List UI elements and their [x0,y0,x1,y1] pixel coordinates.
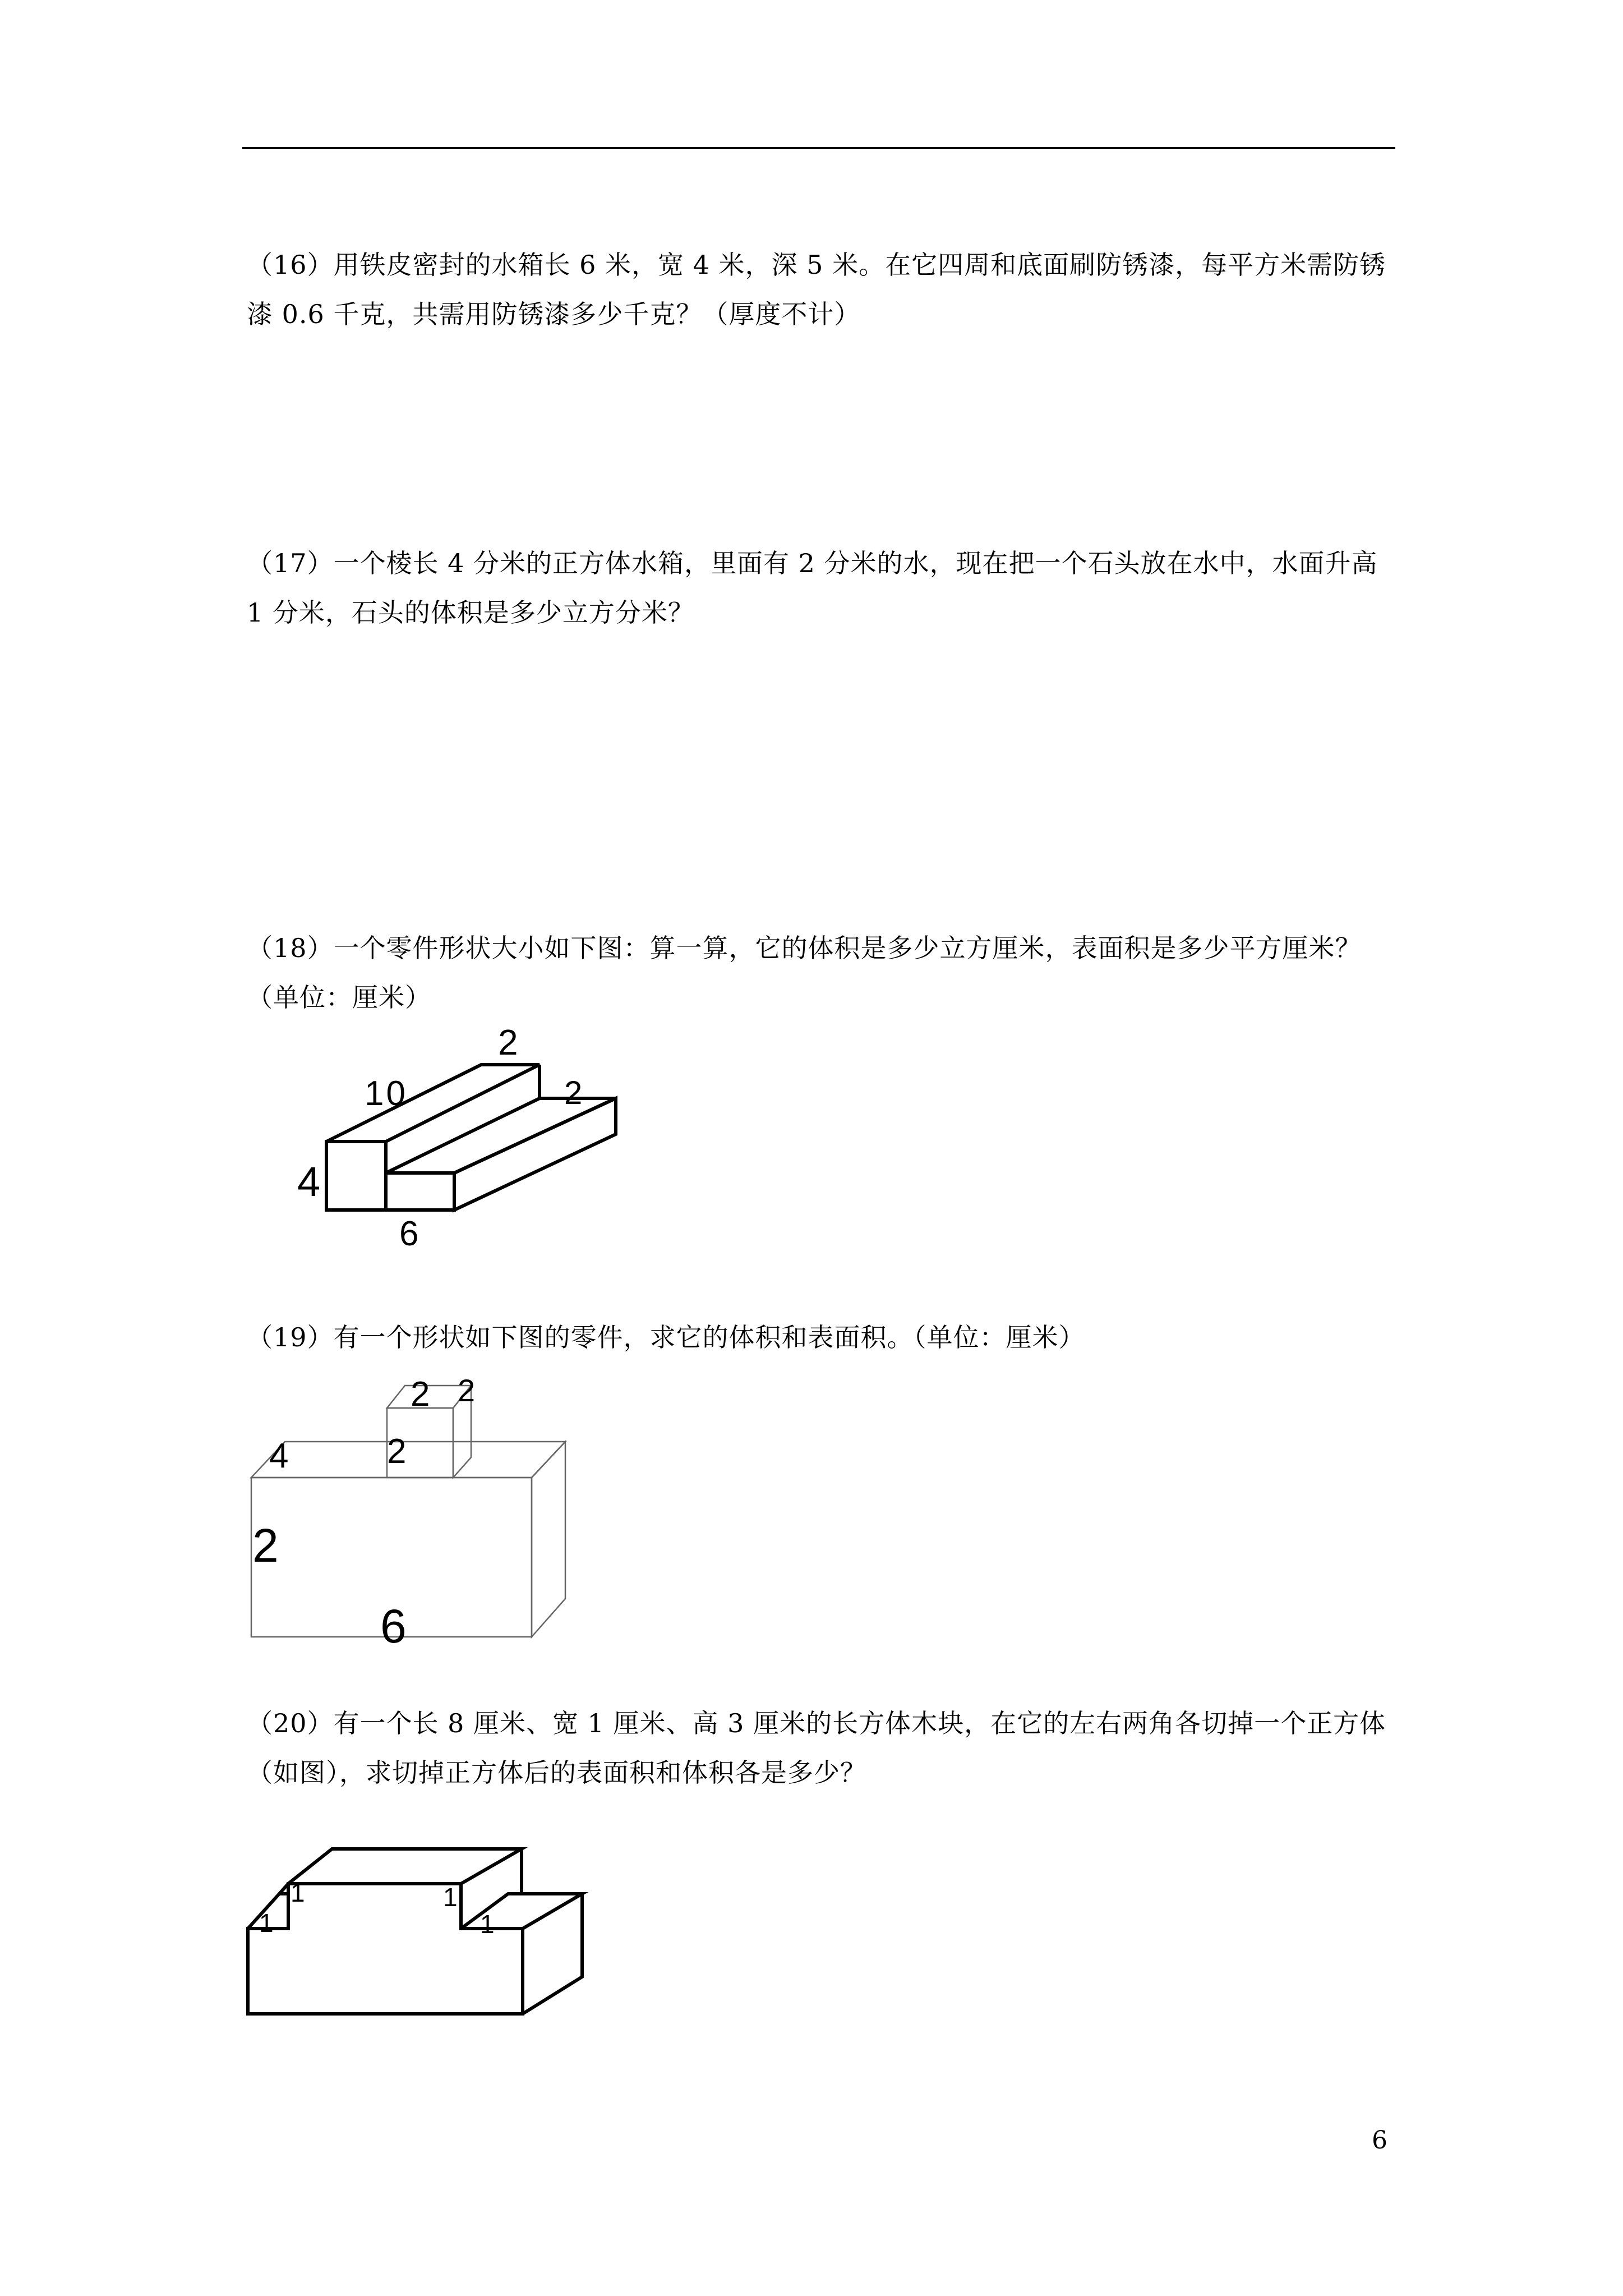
problem-19 [247,1313,1396,1362]
problem-20 [247,1699,1396,1797]
problem-18 [247,923,1396,1022]
fig19-box-top [251,1442,565,1478]
problem-19-text: （19）有一个形状如下图的零件，求它的体积和表面积。（单位：厘米） [247,1322,1085,1352]
figure-20-cut-block [236,1818,606,2031]
problem-18-text: （18）一个零件形状大小如下图：算一算，它的体积是多少立方厘米，表面积是多少平方厘米？（单位：厘米） [247,933,1362,1013]
problem-17-text: （17）一个棱长 4 分米的正方体水箱，里面有 2 分米的水，现在把一个石头放在水中，水面升高 1 分米，石头的体积是多少立方分米？ [247,548,1378,628]
problem-16-text: （16）用铁皮密封的水箱长 6 米，宽 4 米，深 5 米。在它四周和底面刷防锈漆，每平方米需防锈漆 0.6 千克，共需用防锈漆多少千克？（厚度不计） [247,250,1386,329]
header-rule [242,147,1395,149]
fig19-label-length: 6 [380,1600,407,1649]
fig18-top-face [326,1065,540,1142]
fig19-label-cube-side: 2 [458,1373,476,1408]
fig18-label-step: 2 [564,1075,583,1111]
fig20-label-right-upper: 1 [443,1883,458,1912]
page-number: 6 [1372,2126,1387,2155]
fig18-label-top: 2 [498,1022,518,1062]
figure-18-step-block [280,1021,639,1268]
fig20-label-left-lower: 1 [259,1908,274,1938]
fig19-label-depth: 4 [269,1437,289,1475]
figure-19-block-with-cube [236,1358,594,1649]
fig18-front-face [326,1142,386,1210]
fig19-box-side [532,1442,565,1637]
fig18-label-bottom: 6 [399,1214,419,1253]
fig18-label-back: 10 [365,1074,408,1113]
fig20-front-face [248,1884,523,2014]
fig19-label-height: 2 [252,1519,279,1572]
fig20-label-left-upper: 1 [291,1878,305,1907]
problem-16 [247,240,1396,339]
fig18-step-front [386,1173,454,1210]
problem-17 [247,539,1396,637]
fig19-label-cube-top: 2 [411,1375,430,1414]
fig20-label-right-lower: 1 [480,1910,495,1939]
fig19-label-cube-front: 2 [387,1432,407,1471]
fig18-label-left: 4 [297,1158,321,1205]
problem-20-text: （20）有一个长 8 厘米、宽 1 厘米、高 3 厘米的长方体木块，在它的左右两角各切掉一个正方体（如图），求切掉正方体后的表面积和体积各是多少？ [247,1708,1386,1788]
